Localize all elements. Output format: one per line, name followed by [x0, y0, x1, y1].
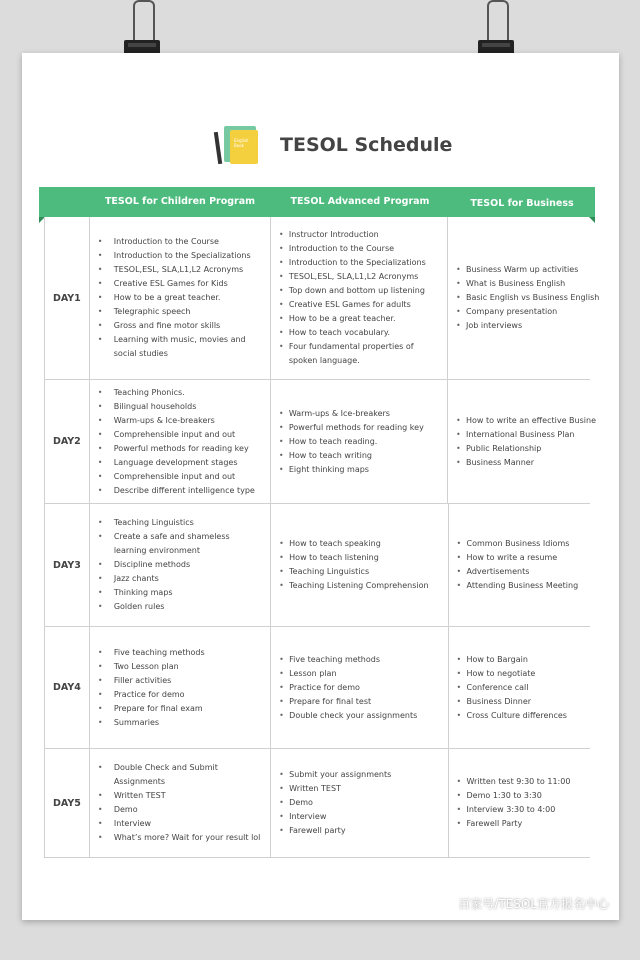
day-label: DAY2 [44, 380, 90, 503]
topic-item: • Summaries [108, 716, 205, 730]
day-label: DAY5 [44, 749, 90, 857]
business-cell [448, 380, 596, 503]
topic-item: • Prepare for final exam [108, 702, 205, 716]
topic-item: • Creative ESL Games for adults [289, 298, 441, 312]
topic-item: • Warm-ups & Ice-breakers [108, 414, 255, 428]
topic-item: • Introduction to the Course [289, 242, 441, 256]
topic-item: • Business Dinner [467, 695, 567, 709]
topic-item: • Thinking maps [108, 586, 264, 600]
children-cell [90, 627, 271, 748]
advanced-topic-list [277, 537, 428, 593]
children-topic-list [96, 516, 264, 614]
topic-item: • Two Lesson plan [108, 660, 205, 674]
topic-item: • Discipline methods [108, 558, 264, 572]
topic-item: • Written test 9:30 to 11:00 [467, 775, 571, 789]
topic-item: • Demo [289, 796, 391, 810]
advanced-cell [271, 627, 448, 748]
topic-item: • Learning with music, movies and social studies [108, 333, 264, 361]
day-label: DAY1 [44, 217, 90, 379]
advanced-cell [271, 749, 448, 857]
topic-item: • Eight thinking maps [289, 463, 424, 477]
topic-item: • Filler activities [108, 674, 205, 688]
children-cell [90, 504, 271, 626]
topic-item: • Written TEST [108, 789, 264, 803]
watermark: 百家号/TESOL官方报名中心 [458, 897, 609, 911]
business-cell [449, 749, 590, 857]
business-topic-list [454, 263, 599, 333]
topic-item: • Describe different intelligence type [108, 484, 255, 498]
topic-item: • Powerful methods for reading key [108, 442, 255, 456]
title-block [216, 125, 452, 165]
topic-item: • Farewell party [289, 824, 391, 838]
advanced-topic-list [277, 407, 424, 477]
children-topic-list [96, 235, 264, 361]
advanced-cell [271, 380, 448, 503]
children-topic-list [96, 761, 264, 845]
topic-item: • Prepare for final test [289, 695, 417, 709]
topic-item: • What’s more? Wait for your result lol [108, 831, 264, 845]
topic-item: • Job interviews [466, 319, 599, 333]
header-children-program: TESOL for Children Program [104, 196, 256, 207]
topic-item: • Lesson plan [289, 667, 417, 681]
business-topic-list [455, 537, 579, 593]
page-title: TESOL Schedule [280, 134, 453, 156]
topic-item: • Business Manner [466, 456, 596, 470]
topic-item: • Teaching Listening Comprehension [289, 579, 428, 593]
topic-item: • Demo 1:30 to 3:30 [467, 789, 571, 803]
topic-item: • Introduction to the Specializations [289, 256, 441, 270]
topic-item: • Bilingual households [108, 400, 255, 414]
topic-item: • Create a safe and shameless learning environment [108, 530, 264, 558]
children-topic-list [96, 386, 255, 498]
topic-item: • Interview [108, 817, 264, 831]
book-label: English Book [234, 138, 249, 148]
schedule-row-day3 [44, 504, 590, 627]
topic-item: • Teaching Linguistics [108, 516, 264, 530]
topic-item: • How to be a great teacher. [108, 291, 264, 305]
children-cell [90, 217, 271, 379]
topic-item: • Written TEST [289, 782, 391, 796]
children-cell [90, 749, 271, 857]
topic-item: • Language development stages [108, 456, 255, 470]
topic-item: • Conference call [467, 681, 567, 695]
topic-item: • Five teaching methods [289, 653, 417, 667]
business-topic-list [455, 775, 571, 831]
advanced-topic-list [277, 653, 417, 723]
business-cell [449, 627, 590, 748]
children-topic-list [96, 646, 205, 730]
schedule-poster [22, 53, 619, 920]
topic-item: • How to write an effective Busine [466, 414, 596, 428]
topic-item: • Advertisements [467, 565, 579, 579]
advanced-cell [271, 217, 448, 379]
topic-item: • Four fundamental properties of spoken language. [289, 340, 441, 368]
header-business-program: TESOL for Business Program [470, 198, 574, 243]
topic-item: • Interview 3:30 to 4:00 [467, 803, 571, 817]
topic-item: • Creative ESL Games for Kids [108, 277, 264, 291]
topic-item: • Cross Culture differences [467, 709, 567, 723]
topic-item: • Five teaching methods [108, 646, 205, 660]
topic-item: • What is Business English [466, 277, 599, 291]
schedule-row-day1 [44, 217, 600, 380]
topic-item: • Practice for demo [289, 681, 417, 695]
topic-item: • How to teach speaking [289, 537, 428, 551]
topic-item: • Practice for demo [108, 688, 205, 702]
topic-item: • How to teach reading. [289, 435, 424, 449]
topic-item: • Double Check and Submit Assignments [108, 761, 264, 789]
topic-item: • Submit your assignments [289, 768, 391, 782]
book-icon [216, 126, 260, 164]
topic-item: • Double check your assignments [289, 709, 417, 723]
topic-item: • How to Bargain [467, 653, 567, 667]
business-cell [449, 504, 590, 626]
day-label: DAY3 [44, 504, 90, 626]
topic-item: • Comprehensible input and out [108, 470, 255, 484]
topic-item: • Basic English vs Business English [466, 291, 599, 305]
schedule-row-day4 [44, 627, 590, 749]
topic-item: • Attending Business Meeting [467, 579, 579, 593]
topic-item: • Telegraphic speech [108, 305, 264, 319]
topic-item: • Business Warm up activities [466, 263, 599, 277]
schedule-table [44, 217, 600, 858]
advanced-topic-list [277, 768, 391, 838]
topic-item: • Powerful methods for reading key [289, 421, 424, 435]
topic-item: • How to teach vocabulary. [289, 326, 441, 340]
topic-item: • Introduction to the Specializations [108, 249, 264, 263]
topic-item: • International Business Plan [466, 428, 596, 442]
business-topic-list [455, 653, 567, 723]
topic-item: • TESOL,ESL, SLA,L1,L2 Acronyms [108, 263, 264, 277]
topic-item: • Farewell Party [467, 817, 571, 831]
topic-item: • Gross and fine motor skills [108, 319, 264, 333]
topic-item: • Public Relationship [466, 442, 596, 456]
business-cell [448, 217, 600, 379]
topic-item: • Demo [108, 803, 264, 817]
children-cell [90, 380, 271, 503]
topic-item: • How to teach writing [289, 449, 424, 463]
day-label: DAY4 [44, 627, 90, 748]
header-advanced-program: TESOL Advanced Program [290, 196, 430, 207]
topic-item: • Teaching Phonics. [108, 386, 255, 400]
topic-item: • Teaching Linguistics [289, 565, 428, 579]
topic-item: • How to write a resume [467, 551, 579, 565]
topic-item: • How to be a great teacher. [289, 312, 441, 326]
business-topic-list [454, 414, 596, 470]
topic-item: • Comprehensible input and out [108, 428, 255, 442]
topic-item: • Instructor Introduction [289, 228, 441, 242]
advanced-cell [271, 504, 448, 626]
topic-item: • Jazz chants [108, 572, 264, 586]
schedule-row-day5 [44, 749, 590, 858]
topic-item: • How to teach listening [289, 551, 428, 565]
topic-item: • Golden rules [108, 600, 264, 614]
topic-item: • Top down and bottom up listening [289, 284, 441, 298]
topic-item: • How to negotiate [467, 667, 567, 681]
topic-item: • TESOL,ESL, SLA,L1,L2 Acronyms [289, 270, 441, 284]
topic-item: • Company presentation [466, 305, 599, 319]
topic-item: • Common Business Idioms [467, 537, 579, 551]
advanced-topic-list [277, 228, 441, 368]
schedule-row-day2 [44, 380, 596, 504]
topic-item: • Interview [289, 810, 391, 824]
topic-item: • Introduction to the Course [108, 235, 264, 249]
topic-item: • Warm-ups & Ice-breakers [289, 407, 424, 421]
